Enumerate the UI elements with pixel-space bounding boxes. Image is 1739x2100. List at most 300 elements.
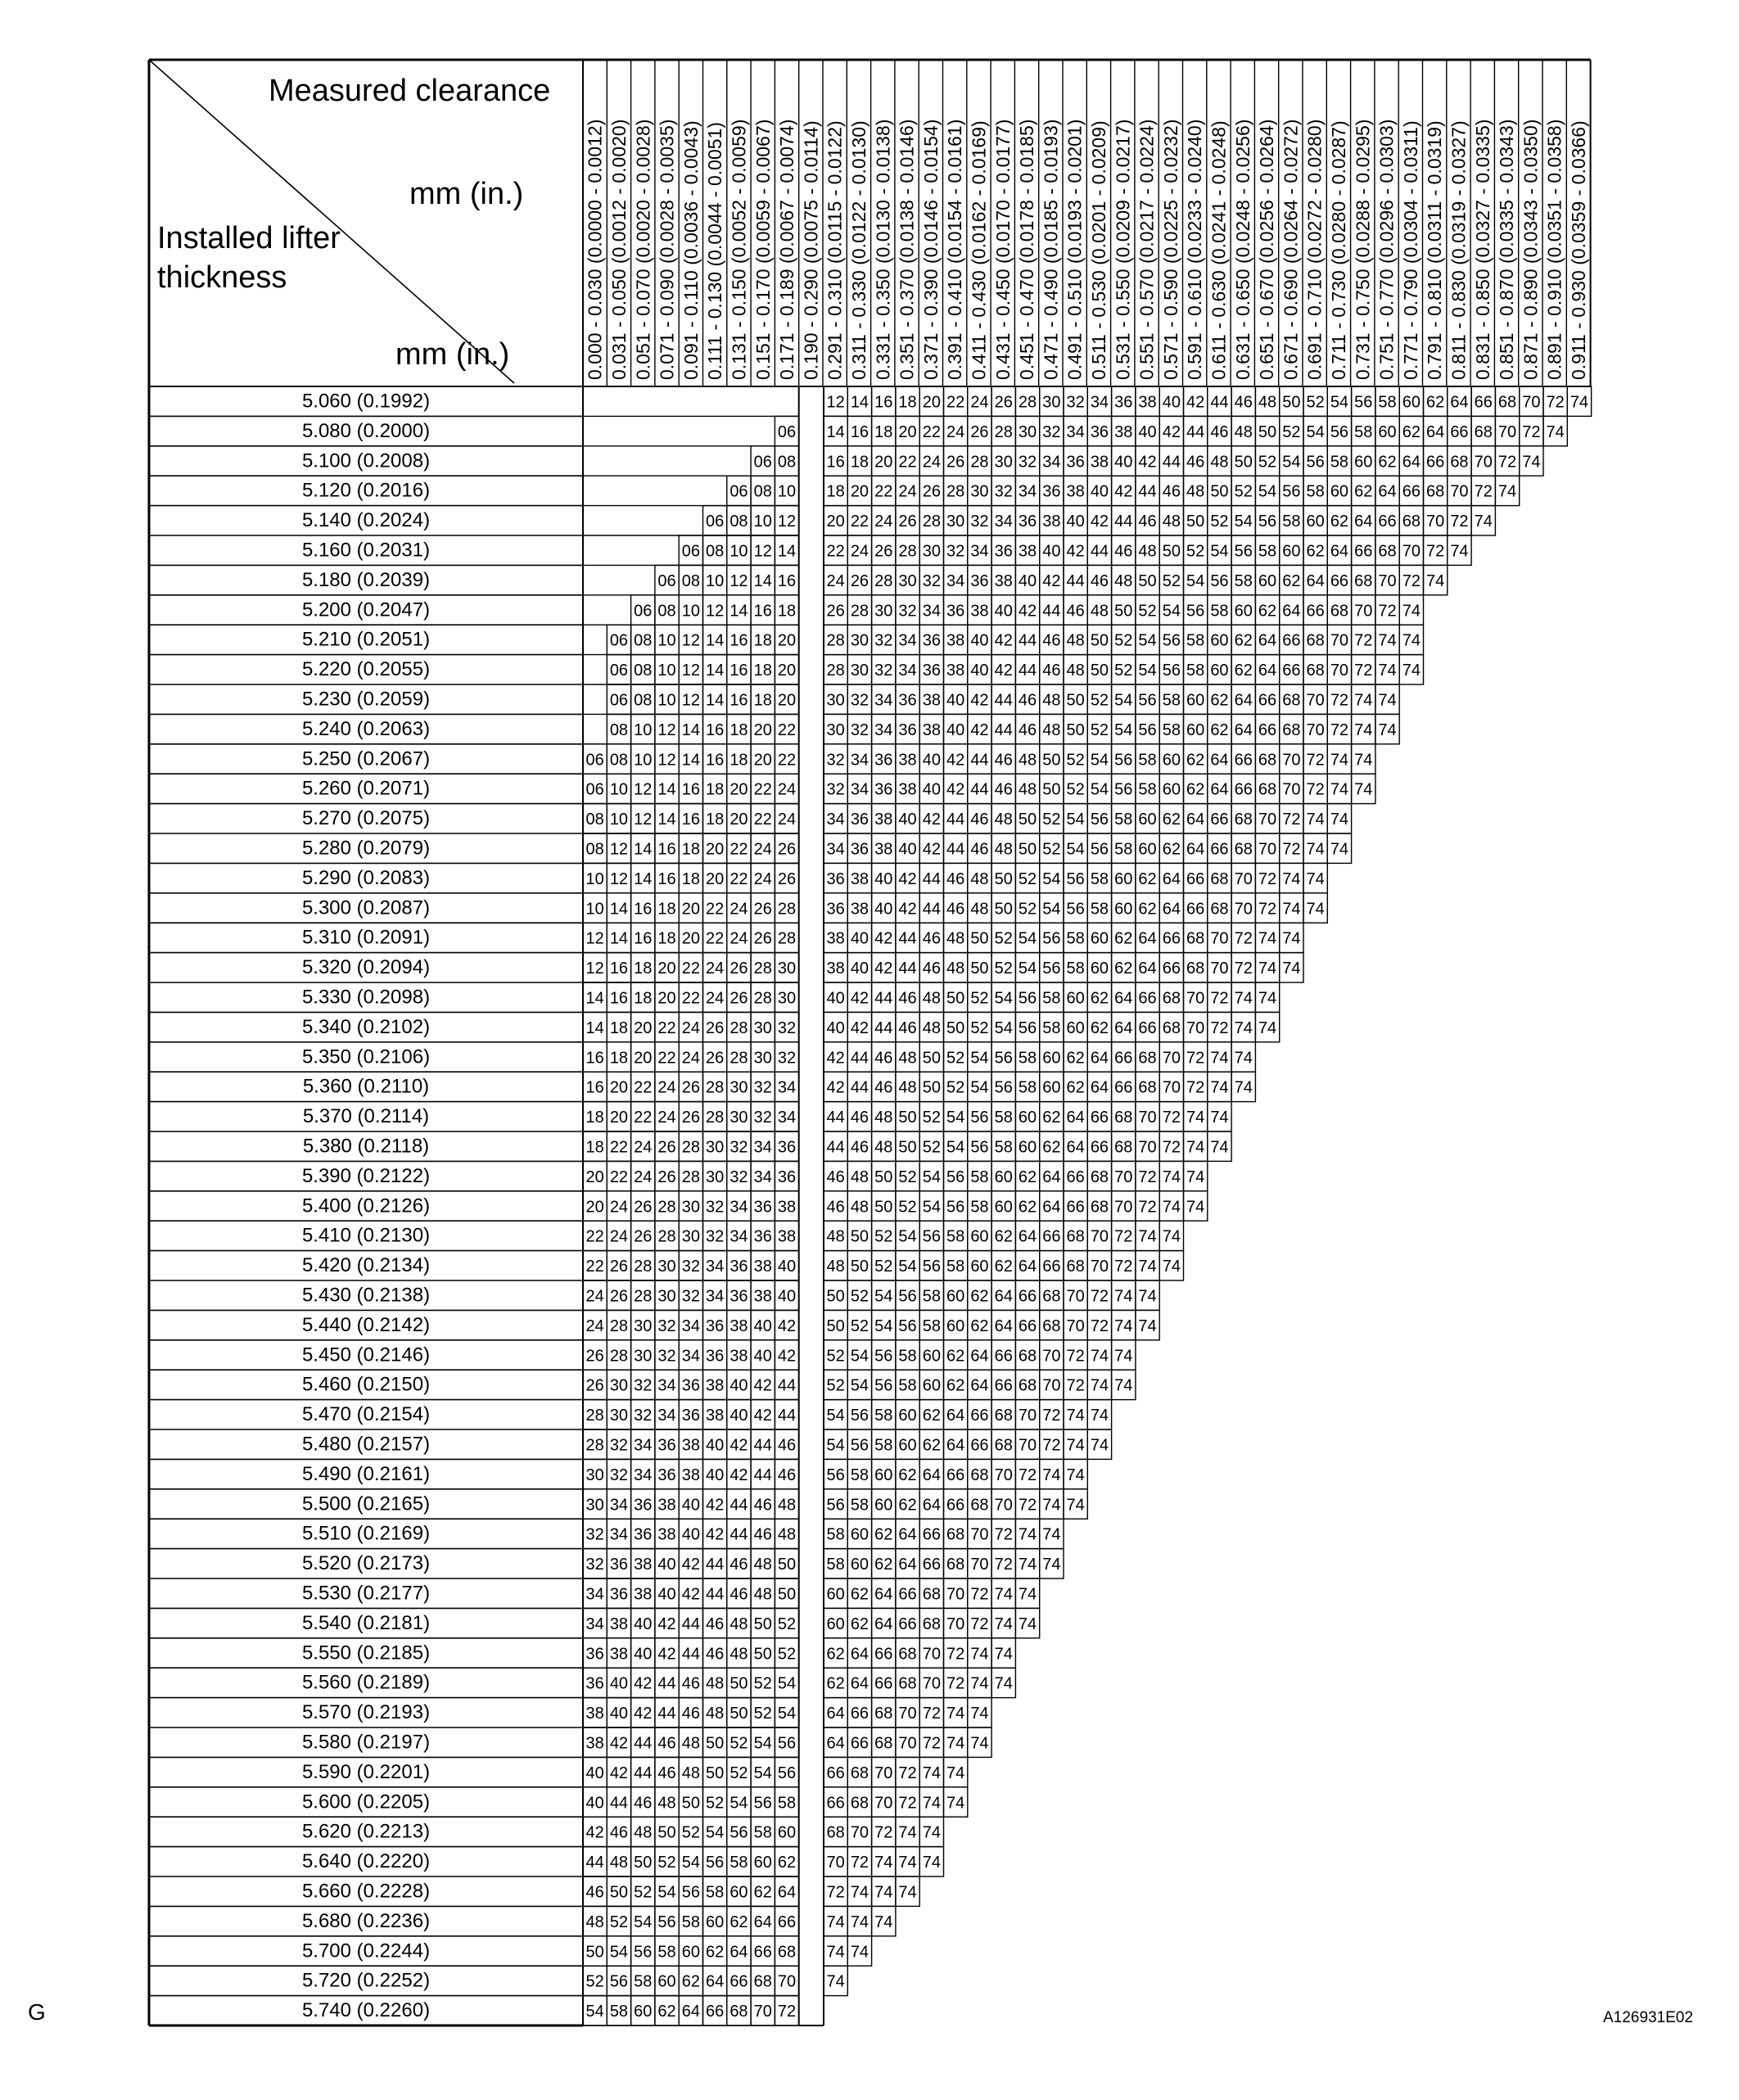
lifter-number: 38 xyxy=(706,1407,725,1425)
lifter-number: 68 xyxy=(1210,869,1229,888)
lifter-number: 60 xyxy=(922,1376,941,1395)
lifter-number: 06 xyxy=(706,513,725,531)
lifter-number: 74 xyxy=(850,1943,870,1962)
lifter-number: 36 xyxy=(706,1347,725,1366)
lifter-number: 52 xyxy=(1090,720,1109,739)
lifter-number: 20 xyxy=(585,1167,604,1186)
lifter-thickness-label: 5.340 (0.2102) xyxy=(301,1015,431,1038)
lifter-number: 10 xyxy=(585,900,604,919)
lifter-number: 08 xyxy=(609,720,629,739)
lifter-number: 38 xyxy=(706,1376,725,1395)
lifter-number: 32 xyxy=(706,1227,725,1246)
clearance-range-label: 0.671 - 0.690 (0.0264 - 0.0272) xyxy=(1280,119,1302,380)
lifter-number: 62 xyxy=(1354,482,1373,501)
lifter-number: 36 xyxy=(898,720,917,739)
lifter-number: 38 xyxy=(970,602,989,621)
lifter-number: 20 xyxy=(706,869,725,888)
lifter-number: 66 xyxy=(1330,571,1349,590)
figure-code-label: A126931E02 xyxy=(1603,2009,1693,2026)
lifter-number: 56 xyxy=(850,1436,870,1455)
lifter-number: 50 xyxy=(1162,542,1181,561)
lifter-number: 56 xyxy=(874,1347,893,1366)
lifter-number: 48 xyxy=(922,1018,941,1037)
lifter-thickness-label: 5.180 (0.2039) xyxy=(301,568,431,591)
lifter-number: 12 xyxy=(609,840,629,859)
lifter-number: 18 xyxy=(729,751,748,770)
lifter-number: 28 xyxy=(826,631,845,650)
lifter-number: 32 xyxy=(826,780,845,799)
lifter-number: 42 xyxy=(874,960,893,978)
lifter-number: 54 xyxy=(898,1227,917,1246)
lifter-number: 48 xyxy=(1186,482,1205,501)
lifter-number: 56 xyxy=(1042,929,1061,948)
lifter-number: 20 xyxy=(634,1018,653,1037)
lifter-number: 70 xyxy=(994,1465,1013,1484)
lifter-number: 34 xyxy=(706,1287,725,1306)
lifter-number: 72 xyxy=(1162,1138,1181,1157)
lifter-number: 20 xyxy=(657,960,676,978)
lifter-number: 54 xyxy=(1138,631,1157,650)
lifter-number: 08 xyxy=(729,513,748,531)
lifter-thickness-label: 5.600 (0.2205) xyxy=(301,1791,431,1813)
lifter-number: 54 xyxy=(1042,900,1061,919)
lifter-number: 58 xyxy=(1042,1018,1061,1037)
lifter-number: 44 xyxy=(1138,482,1157,501)
lifter-number: 26 xyxy=(850,571,870,590)
lifter-number: 42 xyxy=(1186,393,1205,412)
lifter-number: 26 xyxy=(753,929,772,948)
lifter-number: 44 xyxy=(753,1465,772,1484)
lifter-number: 70 xyxy=(1138,1109,1157,1127)
lifter-number: 70 xyxy=(1450,482,1469,501)
lifter-number: 36 xyxy=(634,1496,653,1515)
lifter-number: 22 xyxy=(706,929,725,948)
lifter-thickness-label: 5.660 (0.2228) xyxy=(301,1880,431,1903)
lifter-number: 58 xyxy=(1066,929,1085,948)
lifter-number: 28 xyxy=(729,1049,748,1068)
lifter-number: 52 xyxy=(657,1854,676,1872)
lifter-number: 56 xyxy=(898,1287,917,1306)
lifter-number: 70 xyxy=(1497,422,1517,441)
lifter-number: 66 xyxy=(994,1376,1013,1395)
lifter-number: 22 xyxy=(585,1258,604,1276)
lifter-number: 52 xyxy=(1234,482,1253,501)
lifter-number: 32 xyxy=(1018,453,1037,472)
lifter-number: 44 xyxy=(994,691,1013,710)
lifter-number: 20 xyxy=(657,989,676,1008)
lifter-thickness-label: 5.490 (0.2161) xyxy=(301,1462,431,1485)
lifter-number: 24 xyxy=(777,780,797,799)
lifter-number: 72 xyxy=(1210,989,1229,1008)
lifter-number: 60 xyxy=(898,1436,917,1455)
lifter-thickness-label: 5.500 (0.2165) xyxy=(301,1493,431,1515)
lifter-thickness-label: 5.120 (0.2016) xyxy=(301,479,431,502)
lifter-number: 66 xyxy=(1378,513,1397,531)
lifter-number: 52 xyxy=(1186,542,1205,561)
lifter-number: 74 xyxy=(1162,1258,1181,1276)
lifter-number: 74 xyxy=(874,1913,893,1931)
lifter-number: 70 xyxy=(1378,571,1397,590)
lifter-number: 60 xyxy=(994,1167,1013,1186)
lifter-number: 70 xyxy=(1042,1376,1061,1395)
lifter-number: 50 xyxy=(634,1854,653,1872)
lifter-number: 40 xyxy=(1090,482,1109,501)
lifter-number: 60 xyxy=(826,1615,845,1633)
lifter-number: 06 xyxy=(609,662,629,680)
lifter-number: 34 xyxy=(1090,393,1109,412)
lifter-number: 72 xyxy=(922,1705,941,1723)
lifter-number: 42 xyxy=(681,1585,700,1604)
lifter-number: 68 xyxy=(826,1823,845,1842)
lifter-number: 18 xyxy=(753,662,772,680)
lifter-number: 50 xyxy=(681,1794,700,1813)
clearance-range-label: 0.811 - 0.830 (0.0319 - 0.0327) xyxy=(1448,120,1470,380)
lifter-number: 48 xyxy=(1090,602,1109,621)
lifter-number: 20 xyxy=(729,811,748,829)
lifter-number: 68 xyxy=(1234,840,1253,859)
lifter-number: 74 xyxy=(1282,960,1301,978)
lifter-number: 70 xyxy=(1210,929,1229,948)
lifter-number: 46 xyxy=(994,780,1013,799)
lifter-thickness-label: 5.440 (0.2142) xyxy=(301,1313,431,1336)
lifter-number: 56 xyxy=(1162,662,1181,680)
lifter-number: 70 xyxy=(1426,513,1445,531)
lifter-number: 20 xyxy=(777,662,797,680)
lifter-number: 62 xyxy=(1018,1198,1037,1217)
lifter-number: 50 xyxy=(1186,513,1205,531)
lifter-number: 46 xyxy=(681,1674,700,1693)
clearance-range-label: 0.491 - 0.510 (0.0193 - 0.0201) xyxy=(1064,119,1086,380)
lifter-number: 26 xyxy=(777,840,797,859)
lifter-number: 38 xyxy=(585,1734,604,1753)
lifter-number: 24 xyxy=(681,1018,700,1037)
lifter-number: 52 xyxy=(946,1049,965,1068)
lifter-number: 52 xyxy=(729,1734,748,1753)
lifter-number: 52 xyxy=(777,1645,797,1664)
lifter-number: 68 xyxy=(1090,1198,1109,1217)
lifter-number: 28 xyxy=(609,1316,629,1335)
lifter-number: 36 xyxy=(609,1585,629,1604)
lifter-thickness-label: 5.330 (0.2098) xyxy=(301,986,431,1009)
lifter-number: 34 xyxy=(585,1615,604,1633)
lifter-number: 70 xyxy=(1018,1436,1037,1455)
lifter-number: 22 xyxy=(657,1049,676,1068)
lifter-number: 30 xyxy=(753,1018,772,1037)
lifter-number: 64 xyxy=(777,1883,797,1902)
lifter-number: 18 xyxy=(634,960,653,978)
lifter-number: 42 xyxy=(922,811,941,829)
lifter-number: 56 xyxy=(1282,482,1301,501)
installed-lifter-label: Installed lifter xyxy=(157,221,341,255)
lifter-number: 60 xyxy=(1066,1018,1085,1037)
lifter-number: 70 xyxy=(1522,393,1541,412)
lifter-number: 60 xyxy=(1186,691,1205,710)
lifter-thickness-label: 5.060 (0.1992) xyxy=(301,390,431,413)
lifter-number: 72 xyxy=(1426,542,1445,561)
lifter-number: 66 xyxy=(706,2003,725,2021)
lifter-number: 28 xyxy=(681,1167,700,1186)
lifter-number: 72 xyxy=(1546,393,1565,412)
lifter-number: 70 xyxy=(777,1972,797,1991)
clearance-range-label: 0.851 - 0.870 (0.0335 - 0.0343) xyxy=(1496,119,1518,380)
lifter-number: 18 xyxy=(609,1049,629,1068)
lifter-number: 26 xyxy=(922,482,941,501)
lifter-number: 74 xyxy=(994,1645,1013,1664)
lifter-number: 52 xyxy=(922,1138,941,1157)
lifter-number: 70 xyxy=(1066,1287,1085,1306)
lifter-number: 46 xyxy=(850,1109,870,1127)
lifter-number: 64 xyxy=(1138,960,1157,978)
lifter-number: 58 xyxy=(1186,662,1205,680)
lifter-number: 62 xyxy=(1234,662,1253,680)
lifter-number: 16 xyxy=(585,1078,604,1097)
lifter-number: 06 xyxy=(585,751,604,770)
lifter-number: 46 xyxy=(634,1794,653,1813)
lifter-number: 50 xyxy=(994,900,1013,919)
lifter-number: 60 xyxy=(1162,780,1181,799)
lifter-number: 68 xyxy=(1330,602,1349,621)
lifter-number: 12 xyxy=(634,780,653,799)
lifter-number: 60 xyxy=(1138,840,1157,859)
lifter-number: 72 xyxy=(1282,840,1301,859)
lifter-number: 64 xyxy=(1042,1198,1061,1217)
lifter-number: 40 xyxy=(850,960,870,978)
lifter-number: 74 xyxy=(1234,1049,1253,1068)
lifter-number: 36 xyxy=(1090,422,1109,441)
lifter-number: 36 xyxy=(826,869,845,888)
lifter-number: 26 xyxy=(585,1347,604,1366)
lifter-number: 64 xyxy=(850,1645,870,1664)
lifter-number: 74 xyxy=(1162,1167,1181,1186)
lifter-number: 62 xyxy=(922,1407,941,1425)
thickness-label: thickness xyxy=(157,260,287,295)
lifter-number: 40 xyxy=(609,1705,629,1723)
lifter-number: 32 xyxy=(753,1078,772,1097)
lifter-number: 74 xyxy=(1282,869,1301,888)
lifter-number: 40 xyxy=(826,1018,845,1037)
lifter-number: 46 xyxy=(1066,602,1085,621)
lifter-number: 64 xyxy=(874,1585,893,1604)
lifter-number: 12 xyxy=(657,720,676,739)
lifter-number: 66 xyxy=(1138,989,1157,1008)
lifter-number: 44 xyxy=(874,989,893,1008)
lifter-number: 26 xyxy=(706,1049,725,1068)
lifter-number: 28 xyxy=(1018,393,1037,412)
lifter-number: 74 xyxy=(1282,929,1301,948)
lifter-number: 36 xyxy=(874,780,893,799)
lifter-number: 38 xyxy=(729,1316,748,1335)
lifter-number: 74 xyxy=(1210,1078,1229,1097)
clearance-range-label: 0.431 - 0.450 (0.0170 - 0.0177) xyxy=(991,119,1014,380)
lifter-number: 74 xyxy=(970,1734,989,1753)
lifter-number: 50 xyxy=(1018,811,1037,829)
lifter-number: 58 xyxy=(1210,602,1229,621)
lifter-number: 56 xyxy=(994,1049,1013,1068)
lifter-number: 36 xyxy=(970,571,989,590)
lifter-number: 74 xyxy=(1330,751,1349,770)
lifter-number: 30 xyxy=(681,1198,700,1217)
lifter-number: 68 xyxy=(1162,1018,1181,1037)
lifter-number: 44 xyxy=(706,1585,725,1604)
lifter-number: 68 xyxy=(1090,1167,1109,1186)
lifter-thickness-label: 5.570 (0.2193) xyxy=(301,1701,431,1724)
lifter-number: 46 xyxy=(898,989,917,1008)
lifter-number: 48 xyxy=(1258,393,1277,412)
lifter-number: 70 xyxy=(1354,602,1373,621)
lifter-number: 72 xyxy=(1114,1258,1133,1276)
lifter-thickness-label: 5.420 (0.2134) xyxy=(301,1254,431,1277)
lifter-number: 60 xyxy=(1042,1049,1061,1068)
lifter-number: 66 xyxy=(874,1645,893,1664)
lifter-number: 74 xyxy=(1306,900,1325,919)
lifter-number: 66 xyxy=(1018,1316,1037,1335)
lifter-number: 20 xyxy=(681,929,700,948)
lifter-number: 64 xyxy=(1066,1109,1085,1127)
lifter-number: 74 xyxy=(850,1883,870,1902)
lifter-number: 46 xyxy=(1018,691,1037,710)
lifter-number: 38 xyxy=(946,631,965,650)
lifter-number: 48 xyxy=(609,1854,629,1872)
lifter-number: 56 xyxy=(1258,513,1277,531)
lifter-number: 56 xyxy=(898,1316,917,1335)
lifter-number: 44 xyxy=(657,1674,676,1693)
lifter-number: 64 xyxy=(874,1615,893,1633)
lifter-number: 60 xyxy=(1186,720,1205,739)
lifter-number: 26 xyxy=(946,453,965,472)
lifter-number: 70 xyxy=(1186,1018,1205,1037)
lifter-number: 72 xyxy=(826,1883,845,1902)
lifter-number: 42 xyxy=(681,1556,700,1574)
lifter-number: 30 xyxy=(634,1316,653,1335)
lifter-number: 24 xyxy=(729,900,748,919)
lifter-number: 74 xyxy=(1354,691,1373,710)
lifter-number: 74 xyxy=(1258,929,1277,948)
lifter-number: 36 xyxy=(994,542,1013,561)
lifter-number: 22 xyxy=(874,482,893,501)
lifter-number: 30 xyxy=(850,631,870,650)
lifter-number: 38 xyxy=(946,662,965,680)
lifter-number: 64 xyxy=(706,1972,725,1991)
lifter-number: 66 xyxy=(826,1794,845,1813)
lifter-number: 72 xyxy=(1234,960,1253,978)
lifter-thickness-label: 5.560 (0.2189) xyxy=(301,1671,431,1694)
lifter-number: 74 xyxy=(1210,1109,1229,1127)
clearance-range-label: 0.771 - 0.790 (0.0304 - 0.0311) xyxy=(1399,120,1421,380)
lifter-number: 42 xyxy=(777,1347,797,1366)
lifter-number: 70 xyxy=(1018,1407,1037,1425)
lifter-number: 66 xyxy=(1186,900,1205,919)
lifter-number: 68 xyxy=(1138,1078,1157,1097)
lifter-number: 72 xyxy=(1066,1376,1085,1395)
lifter-number: 56 xyxy=(634,1943,653,1962)
lifter-number: 66 xyxy=(1066,1167,1085,1186)
lifter-number: 28 xyxy=(850,602,870,621)
lifter-number: 34 xyxy=(609,1496,629,1515)
lifter-number: 44 xyxy=(681,1645,700,1664)
lifter-number: 40 xyxy=(826,989,845,1008)
lifter-number: 48 xyxy=(994,811,1013,829)
lifter-number: 60 xyxy=(1018,1138,1037,1157)
clearance-range-label: 0.411 - 0.430 (0.0162 - 0.0169) xyxy=(968,120,990,380)
lifter-number: 52 xyxy=(729,1764,748,1782)
lifter-number: 70 xyxy=(1042,1347,1061,1366)
lifter-number: 26 xyxy=(609,1287,629,1306)
lifter-thickness-label: 5.080 (0.2000) xyxy=(301,419,431,442)
lifter-number: 66 xyxy=(1282,631,1301,650)
lifter-number: 74 xyxy=(994,1585,1013,1604)
lifter-number: 70 xyxy=(898,1705,917,1723)
lifter-number: 70 xyxy=(1090,1227,1109,1246)
lifter-number: 48 xyxy=(1042,720,1061,739)
lifter-number: 68 xyxy=(994,1436,1013,1455)
lifter-number: 62 xyxy=(1114,929,1133,948)
lifter-number: 52 xyxy=(826,1347,845,1366)
lifter-number: 28 xyxy=(753,989,772,1008)
lifter-number: 56 xyxy=(753,1794,772,1813)
lifter-number: 64 xyxy=(994,1316,1013,1335)
lifter-number: 52 xyxy=(1138,602,1157,621)
lifter-number: 54 xyxy=(634,1913,653,1931)
lifter-number: 48 xyxy=(1162,513,1181,531)
lifter-number: 06 xyxy=(585,780,604,799)
lifter-number: 40 xyxy=(970,662,989,680)
lifter-number: 24 xyxy=(585,1287,604,1306)
lifter-number: 62 xyxy=(1402,422,1421,441)
clearance-range-label: 0.071 - 0.090 (0.0028 - 0.0035) xyxy=(656,119,678,380)
lifter-number: 30 xyxy=(729,1109,748,1127)
lifter-number: 28 xyxy=(609,1347,629,1366)
lifter-number: 66 xyxy=(1018,1287,1037,1306)
lifter-number: 48 xyxy=(970,869,989,888)
lifter-number: 56 xyxy=(1042,960,1061,978)
lifter-number: 54 xyxy=(753,1734,772,1753)
lifter-number: 68 xyxy=(946,1525,965,1544)
lifter-number: 62 xyxy=(994,1258,1013,1276)
lifter-thickness-label: 5.260 (0.2071) xyxy=(301,777,431,800)
lifter-thickness-label: 5.250 (0.2067) xyxy=(301,747,431,770)
lifter-number: 20 xyxy=(609,1109,629,1127)
lifter-number: 66 xyxy=(1090,1138,1109,1157)
lifter-number: 38 xyxy=(777,1227,797,1246)
lifter-number: 38 xyxy=(850,869,870,888)
lifter-number: 56 xyxy=(1138,720,1157,739)
lifter-number: 74 xyxy=(1138,1287,1157,1306)
lifter-number: 58 xyxy=(681,1913,700,1931)
lifter-number: 64 xyxy=(1018,1258,1037,1276)
lifter-number: 74 xyxy=(1497,482,1517,501)
lifter-number: 66 xyxy=(1042,1258,1061,1276)
lifter-number: 12 xyxy=(657,751,676,770)
lifter-number: 54 xyxy=(922,1198,941,1217)
lifter-number: 40 xyxy=(706,1465,725,1484)
lifter-number: 18 xyxy=(777,602,797,621)
lifter-number: 24 xyxy=(729,929,748,948)
lifter-number: 66 xyxy=(994,1347,1013,1366)
lifter-number: 60 xyxy=(1114,900,1133,919)
clearance-range-label: 0.351 - 0.370 (0.0138 - 0.0146) xyxy=(896,119,918,380)
lifter-number: 54 xyxy=(1138,662,1157,680)
lifter-number: 58 xyxy=(970,1198,989,1217)
lifter-number: 62 xyxy=(898,1465,917,1484)
lifter-number: 68 xyxy=(1210,900,1229,919)
lifter-number: 30 xyxy=(681,1227,700,1246)
lifter-number: 74 xyxy=(970,1645,989,1664)
lifter-number: 54 xyxy=(1186,571,1205,590)
lifter-number: 50 xyxy=(826,1316,845,1335)
lifter-number: 54 xyxy=(850,1376,870,1395)
lifter-number: 72 xyxy=(1306,780,1325,799)
lifter-number: 72 xyxy=(1042,1407,1061,1425)
